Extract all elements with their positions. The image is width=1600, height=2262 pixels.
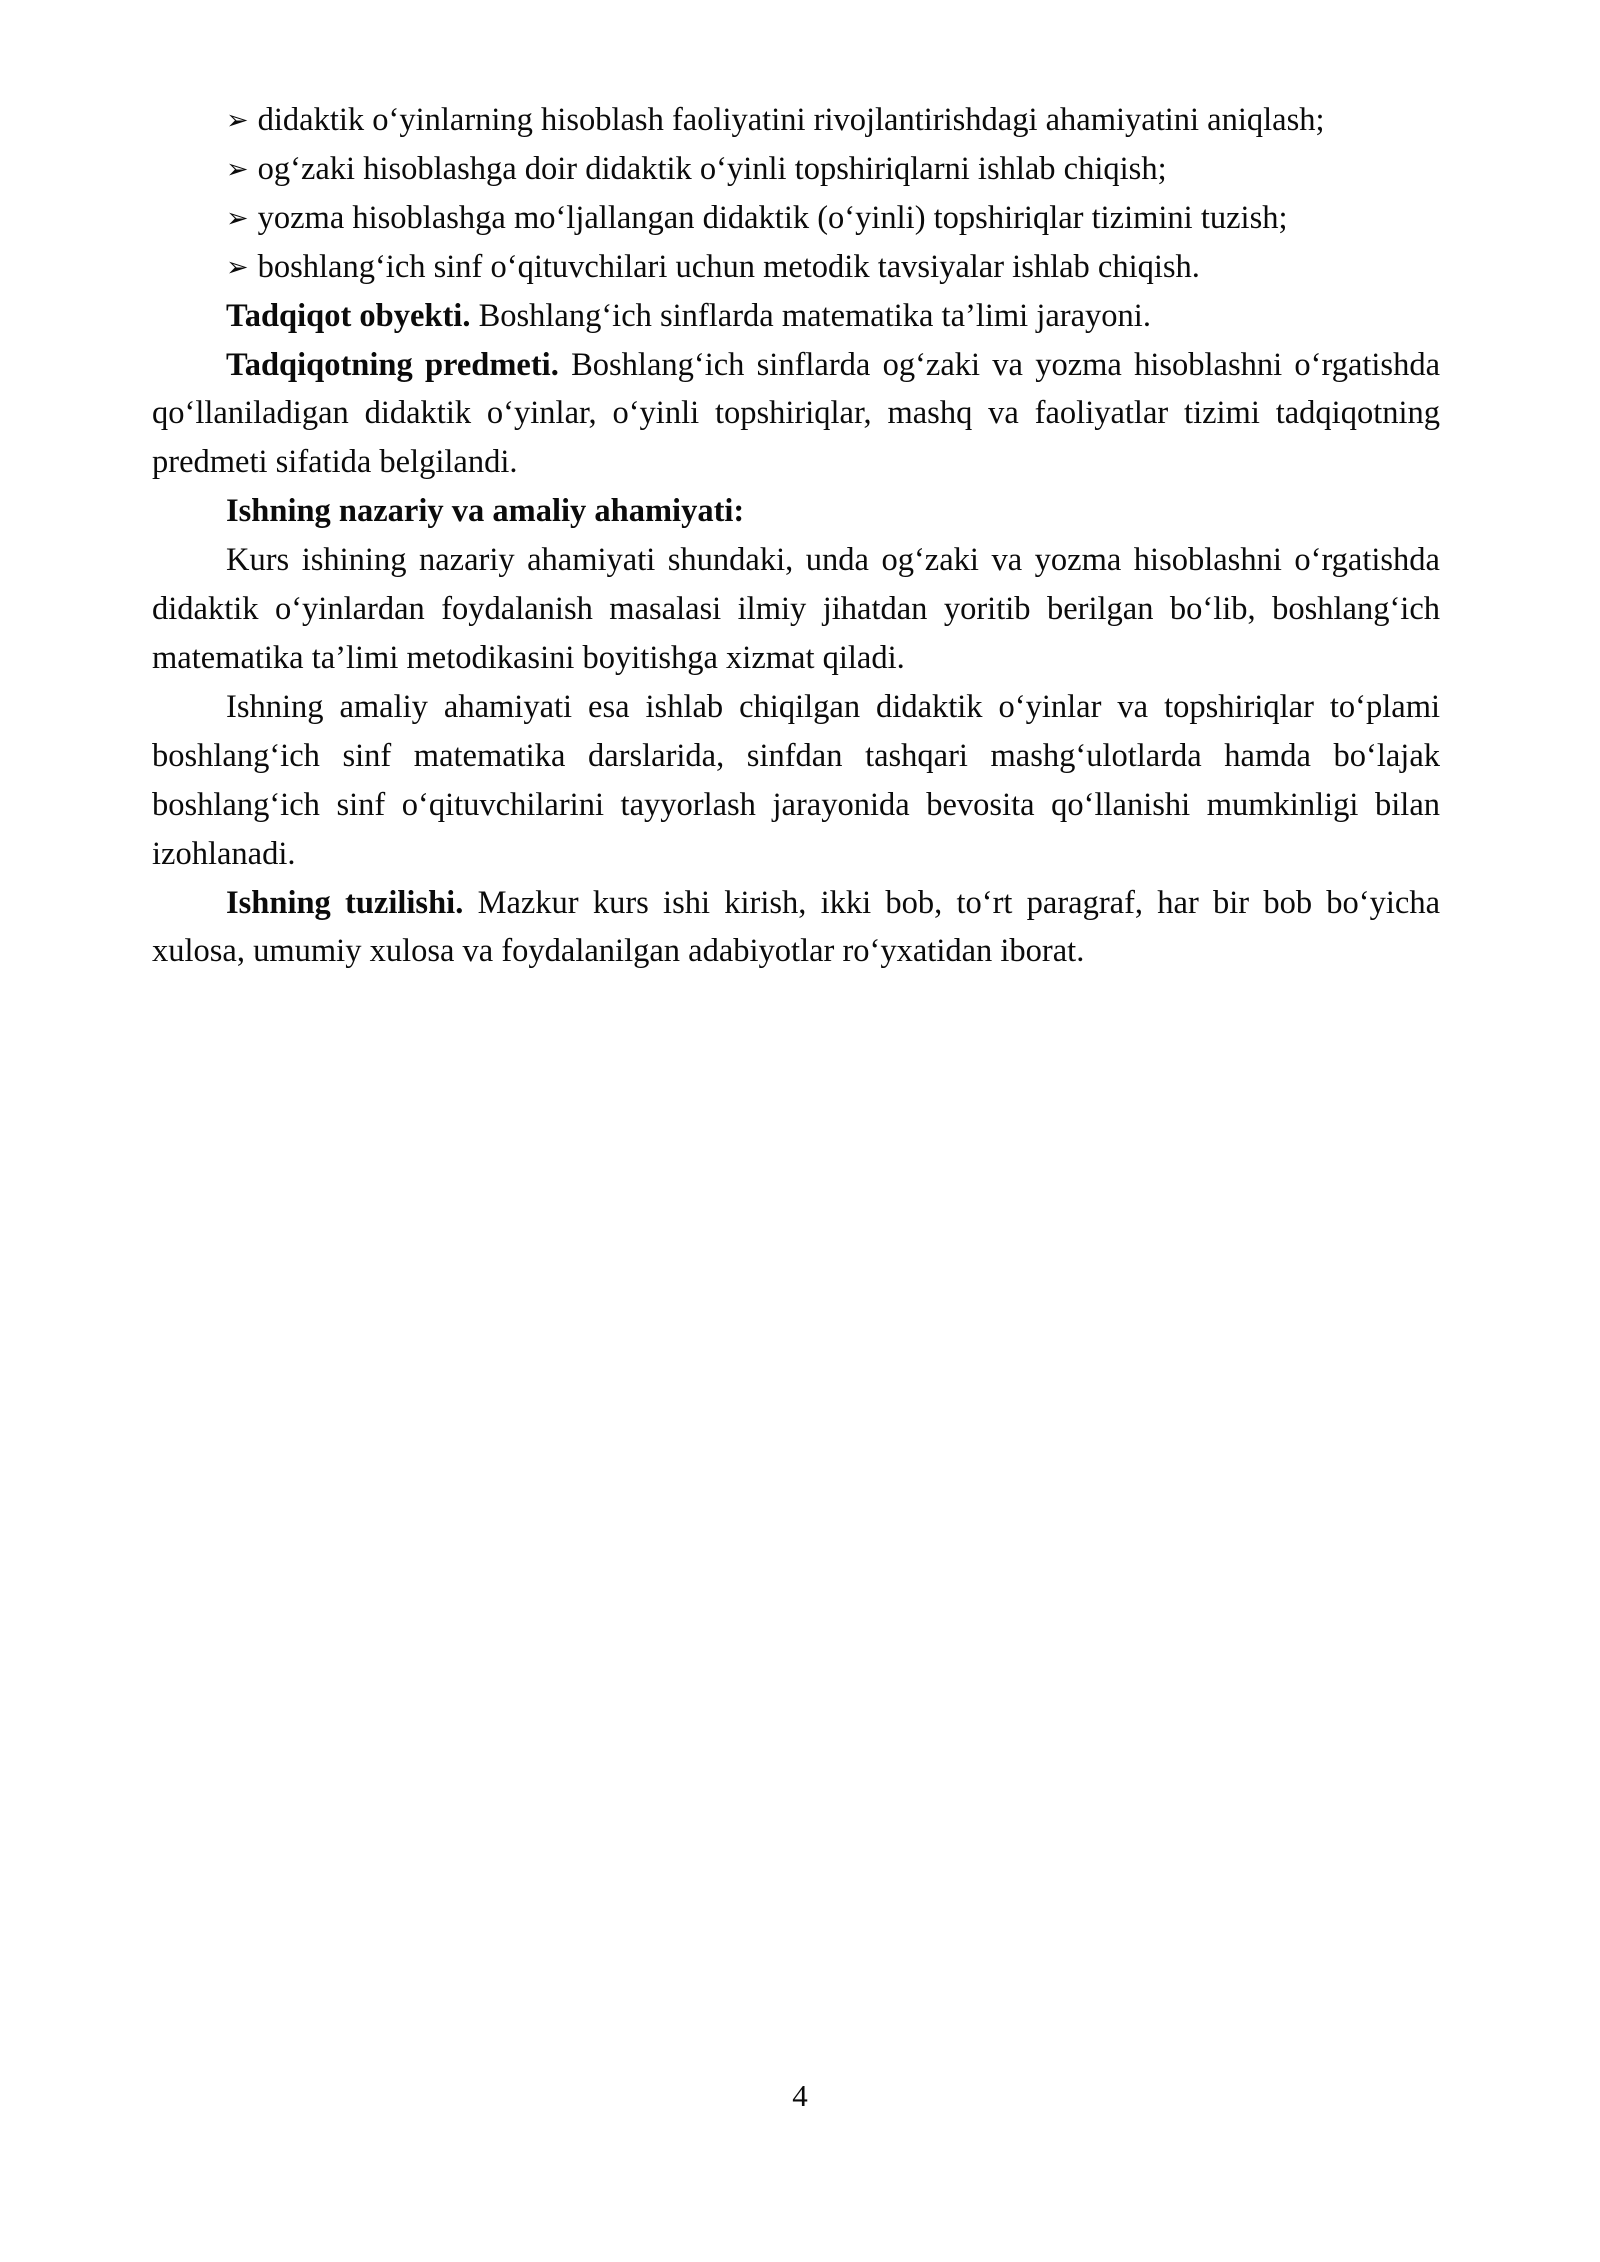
arrow-bullet-icon: ➢ (226, 202, 249, 234)
theoretical-significance-paragraph: Kurs ishining nazariy ahamiyati shundaki, unda og‘zaki va yozma hisoblashni o‘rgatishda didaktik o‘yinlardan foydalanish masalasi ilmiy jihatdan yoritib berilgan bo‘lib, boshlang‘ich matematika ta’limi metodikasini boyitishga xizmat qiladi. (152, 542, 1440, 676)
research-subject-text: Boshlang‘ich sinflarda og‘zaki va yozma hisoblashni o‘rgatishda qo‘llaniladigan didaktik o‘yinlar, o‘yinli topshiriqlar, mashq va faoliyatlar tizimi tadqiqotning predmeti sifatida belgilandi. (152, 346, 1440, 481)
list-item-text: boshlang‘ich sinf o‘qituvchilari uchun metodik tavsiyalar ishlab chiqish. (257, 248, 1200, 285)
arrow-bullet-icon: ➢ (226, 153, 249, 185)
research-object-text: Boshlang‘ich sinflarda matematika ta’limi jarayoni. (478, 297, 1151, 334)
list-item (152, 194, 1440, 243)
work-structure-heading: Ishning tuzilishi. (226, 884, 464, 921)
significance-heading: Ishning nazariy va amaliy ahamiyati: (226, 493, 745, 530)
list-item (152, 96, 1440, 145)
work-structure-text: Mazkur kurs ishi kirish, ikki bob, to‘rt paragraf, har bir bob bo‘yicha xulosa, umumiy xulosa va foydalanilgan adabiyotlar ro‘yxatidan iborat. (152, 884, 1441, 970)
research-object-heading: Tadqiqot obyekti. (226, 297, 471, 334)
list-item-text: og‘zaki hisoblashga doir didaktik o‘yinli topshiriqlarni ishlab chiqish; (257, 150, 1167, 187)
list-item-text: yozma hisoblashga mo‘ljallangan didaktik (o‘yinli) topshiriqlar tizimini tuzish; (257, 199, 1288, 236)
page-number: 4 (792, 2078, 808, 2113)
significance-heading-paragraph (152, 487, 1440, 536)
arrow-bullet-icon: ➢ (226, 105, 249, 136)
practical-significance-paragraph: Ishning amaliy ahamiyati esa ishlab chiqilgan didaktik o‘yinlar va topshiriqlar to‘plami boshlang‘ich sinf matematika darslarida, sinfdan tashqari mashg‘ulotlarda hamda bo‘lajak boshlang‘ich sinf o‘qituvchilarini tayyorlash jarayonida bevosita qo‘llanishi mumkinligi bilan izohlanadi. (152, 688, 1440, 872)
list-item (152, 145, 1440, 194)
list-item-text: didaktik o‘yinlarning hisoblash faoliyatini rivojlantirishdagi ahamiyatini aniqlash; (257, 102, 1325, 138)
list-item (152, 243, 1440, 292)
research-subject-heading: Tadqiqotning predmeti. (226, 346, 559, 383)
work-structure-paragraph (152, 879, 1440, 977)
page-body (152, 96, 1440, 976)
arrow-bullet-icon: ➢ (226, 251, 249, 283)
research-subject-paragraph (152, 341, 1440, 488)
research-object-paragraph (152, 292, 1440, 341)
